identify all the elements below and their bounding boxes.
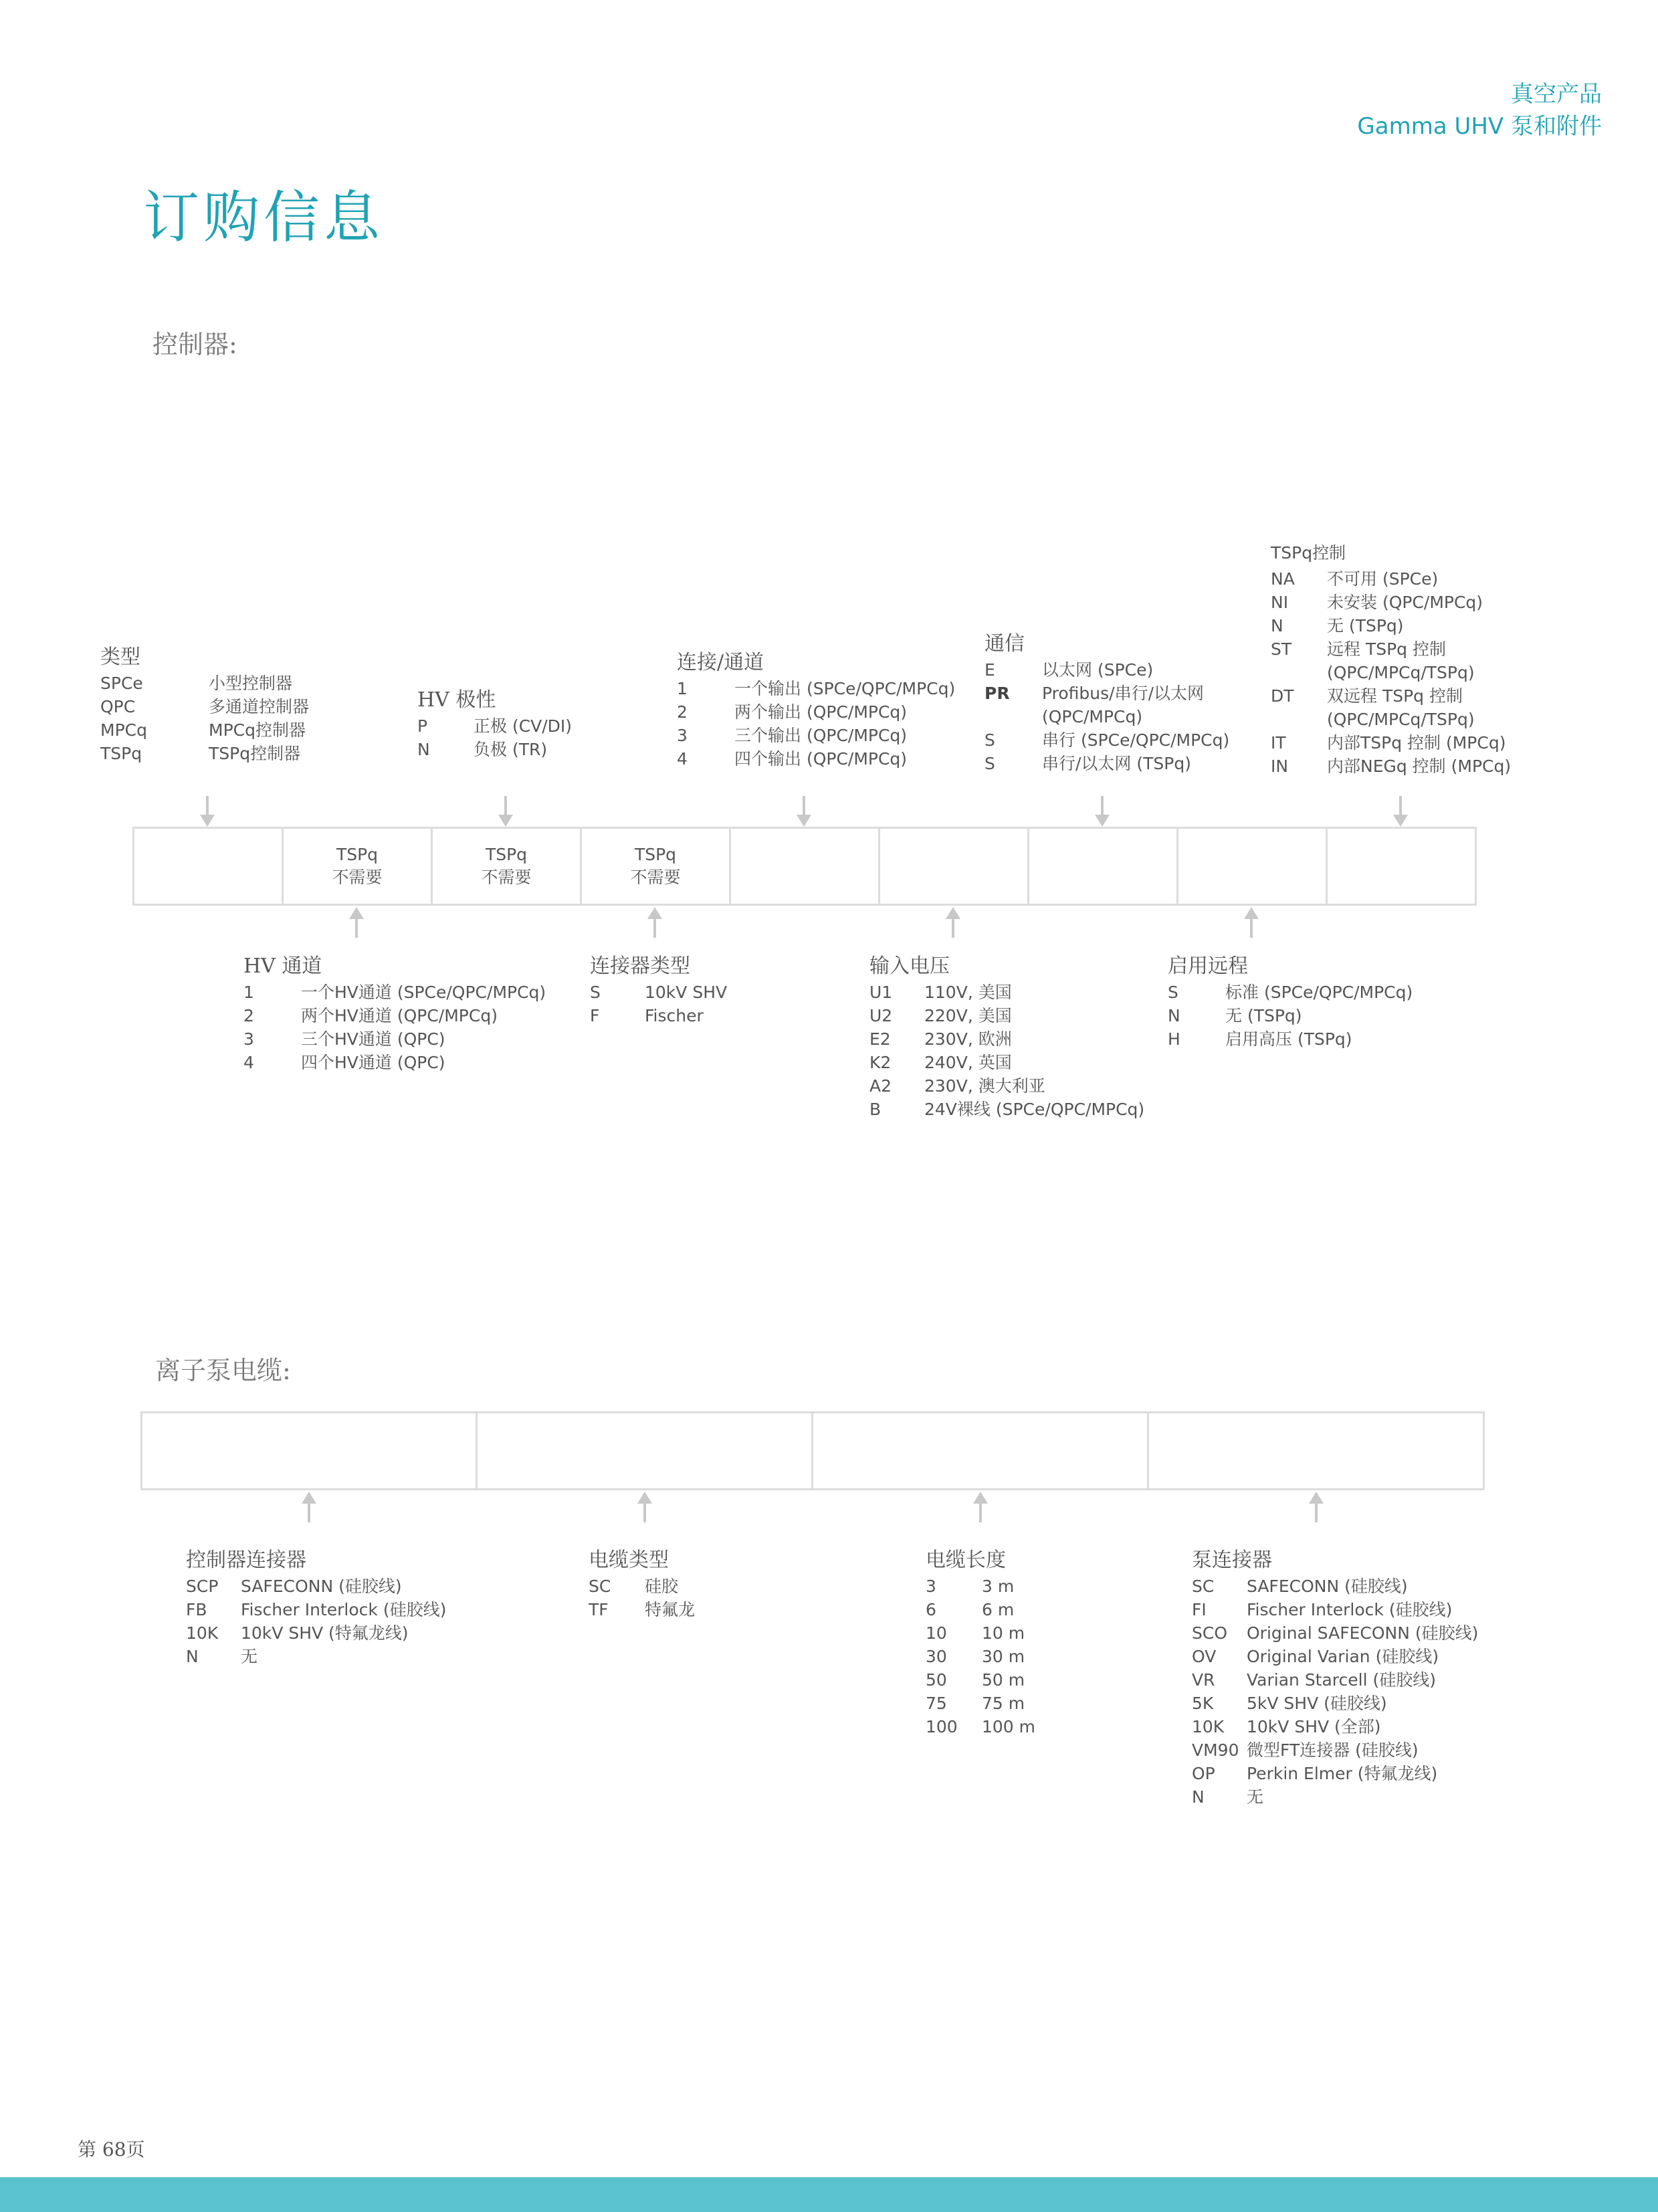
controller-connector-group <box>186 1548 446 1668</box>
option-row <box>590 1004 727 1027</box>
option-row <box>589 1598 695 1621</box>
option-description: (QPC/MPCq/TSPq) <box>1327 710 1475 729</box>
connector-type-rows <box>590 981 727 1027</box>
cable-type-title: 电缆类型 <box>589 1548 669 1572</box>
option-description: 三个HV通道 (QPC) <box>301 1029 445 1049</box>
option-code: N <box>1192 1787 1205 1807</box>
part-number-box <box>132 827 284 906</box>
option-code: H <box>1168 1029 1180 1049</box>
option-row <box>869 1098 1144 1121</box>
part-number-box <box>433 827 582 906</box>
box-line-1: TSPq <box>485 845 528 864</box>
option-description: 5kV SHV (硅胶线) <box>1247 1694 1387 1713</box>
option-description: 30 m <box>982 1647 1025 1666</box>
option-description: 启用高压 (TSPq) <box>1225 1029 1352 1049</box>
pump-connector-rows <box>1192 1575 1478 1809</box>
part-number-box <box>1029 827 1178 906</box>
option-code: OV <box>1192 1647 1217 1666</box>
option-code: NA <box>1271 569 1295 589</box>
option-description: 两个输出 (QPC/MPCq) <box>734 702 908 722</box>
option-description: (QPC/MPCq) <box>1042 707 1143 726</box>
option-row <box>985 752 1229 775</box>
option-code: QPC <box>100 697 136 716</box>
option-row <box>677 677 955 700</box>
option-row <box>1192 1762 1478 1785</box>
option-code: DT <box>1271 686 1294 706</box>
option-row <box>869 1004 1144 1027</box>
tspq-control-title: TSPq控制 <box>1271 543 1346 563</box>
option-code: PR <box>985 684 1010 703</box>
option-description: 未安装 (QPC/MPCq) <box>1327 593 1483 612</box>
box-line-2: 不需要 <box>481 868 532 887</box>
option-row <box>869 1027 1144 1051</box>
cable-length-title: 电缆长度 <box>926 1548 1006 1572</box>
input-voltage-group <box>869 954 1144 1121</box>
option-row <box>985 658 1229 682</box>
option-code: SCO <box>1192 1623 1228 1643</box>
communication-title: 通信 <box>985 632 1025 656</box>
option-code: 75 <box>926 1694 947 1713</box>
part-number-box <box>880 827 1029 906</box>
option-row <box>926 1645 1035 1668</box>
page-number: 第 68页 <box>78 2138 145 2160</box>
option-row <box>186 1621 446 1645</box>
option-row <box>243 1004 546 1027</box>
option-description: TSPq控制器 <box>209 744 301 763</box>
cable-type-rows <box>589 1575 695 1621</box>
option-code: U2 <box>869 1006 893 1025</box>
option-description: 小型控制器 <box>209 674 293 693</box>
option-code: 30 <box>926 1647 947 1666</box>
option-description: SAFECONN (硅胶线) <box>241 1577 402 1596</box>
option-description: 多通道控制器 <box>209 697 310 716</box>
option-description: 一个HV通道 (SPCe/QPC/MPCq) <box>301 983 546 1002</box>
option-row <box>926 1668 1035 1692</box>
option-row <box>1192 1575 1478 1598</box>
option-row <box>100 672 309 695</box>
input-voltage-title: 输入电压 <box>869 954 950 978</box>
option-code: 6 <box>926 1600 936 1619</box>
option-code: U1 <box>869 983 893 1002</box>
communication-rows <box>985 658 1229 775</box>
option-description: 特氟龙 <box>645 1600 696 1619</box>
enable-remote-rows <box>1168 981 1413 1051</box>
option-description: Original SAFECONN (硅胶线) <box>1247 1623 1479 1643</box>
option-description: 10 m <box>982 1623 1025 1643</box>
option-description: Varian Starcell (硅胶线) <box>1247 1670 1437 1690</box>
option-description: 无 (TSPq) <box>1327 616 1404 635</box>
cable-part-number-box <box>140 1411 478 1490</box>
type-rows <box>100 672 309 765</box>
option-code: VR <box>1192 1670 1215 1690</box>
option-row <box>417 714 572 738</box>
option-description: (QPC/MPCq/TSPq) <box>1327 663 1475 682</box>
option-description: 24V裸线 (SPCe/QPC/MPCq) <box>924 1100 1145 1119</box>
option-description: 10kV SHV <box>645 983 728 1002</box>
box-line-1: TSPq <box>634 845 677 864</box>
option-row <box>926 1715 1035 1738</box>
option-code: MPCq <box>100 720 147 740</box>
option-code: F <box>590 1006 600 1025</box>
option-code: N <box>186 1647 199 1666</box>
option-row <box>1271 684 1511 708</box>
option-row <box>589 1575 695 1598</box>
option-row <box>1271 614 1511 637</box>
option-row <box>1271 731 1511 755</box>
option-description: 一个输出 (SPCe/QPC/MPCq) <box>734 679 956 698</box>
option-row <box>985 705 1229 728</box>
option-code: 2 <box>243 1006 254 1025</box>
option-row <box>1192 1645 1478 1668</box>
option-description: 四个HV通道 (QPC) <box>301 1053 445 1072</box>
cable-length-rows <box>926 1575 1035 1738</box>
hv-channel-group <box>243 954 546 1074</box>
option-row <box>100 718 309 742</box>
option-code: VM90 <box>1192 1740 1239 1760</box>
option-code: ST <box>1271 639 1292 659</box>
box-line-1: TSPq <box>336 845 379 864</box>
option-code: E2 <box>869 1029 891 1049</box>
part-number-box <box>284 827 433 906</box>
option-code: 5K <box>1192 1694 1214 1713</box>
option-description: 标准 (SPCe/QPC/MPCq) <box>1225 983 1413 1002</box>
cable-type-group <box>589 1548 695 1621</box>
option-row <box>1192 1598 1478 1621</box>
option-description: 远程 TSPq 控制 <box>1327 639 1446 659</box>
hv-channel-title: HV 通道 <box>243 954 322 978</box>
option-row <box>100 695 309 718</box>
option-row <box>243 1027 546 1051</box>
pump-connector-title: 泵连接器 <box>1192 1548 1272 1572</box>
connection-group <box>677 650 955 771</box>
option-row <box>677 700 955 724</box>
option-row <box>926 1621 1035 1645</box>
header-subcategory: Gamma UHV 泵和附件 <box>1357 113 1602 140</box>
option-code: OP <box>1192 1764 1215 1783</box>
option-description: Original Varian (硅胶线) <box>1247 1647 1439 1666</box>
input-voltage-rows <box>869 981 1144 1121</box>
option-description: 硅胶 <box>645 1577 679 1596</box>
option-description: 负极 (TR) <box>474 740 548 759</box>
option-description: 三个输出 (QPC/MPCq) <box>734 726 908 745</box>
option-code: 10 <box>926 1623 947 1643</box>
option-code: 3 <box>677 726 688 745</box>
footer-bar <box>0 2177 1658 2212</box>
option-code: S <box>985 754 995 773</box>
option-row <box>926 1598 1035 1621</box>
option-row <box>1271 661 1511 684</box>
cable-part-number-box <box>478 1411 813 1490</box>
option-code: S <box>590 983 601 1002</box>
option-code: B <box>869 1100 882 1119</box>
option-code: N <box>1168 1006 1180 1025</box>
option-code: IT <box>1271 733 1286 752</box>
option-row <box>1192 1715 1478 1738</box>
option-code: 10K <box>1192 1717 1225 1736</box>
option-row <box>1271 755 1511 778</box>
cable-part-number-box <box>813 1411 1149 1490</box>
hv-polarity-group <box>417 688 572 761</box>
option-row <box>1192 1738 1478 1762</box>
option-row <box>926 1575 1035 1598</box>
option-description: 正极 (CV/DI) <box>474 716 573 736</box>
option-description: 6 m <box>982 1600 1015 1619</box>
option-description: 75 m <box>982 1694 1025 1713</box>
option-description: 240V, 英国 <box>924 1053 1012 1072</box>
pump-connector-group <box>1192 1548 1478 1809</box>
option-code: N <box>417 740 430 759</box>
option-code: S <box>1168 983 1178 1002</box>
option-description: 串行 (SPCe/QPC/MPCq) <box>1042 730 1230 750</box>
header-category: 真空产品 <box>1511 81 1602 108</box>
part-number-box <box>1178 827 1328 906</box>
tspq-control-rows <box>1271 567 1511 778</box>
connector-type-group <box>590 954 727 1027</box>
option-row <box>985 728 1229 752</box>
tspq-control-group <box>1271 540 1511 778</box>
option-row <box>1192 1668 1478 1692</box>
option-row <box>1192 1785 1478 1809</box>
page-title: 订购信息 <box>143 185 385 250</box>
option-row <box>100 742 309 765</box>
option-code: FI <box>1192 1600 1207 1619</box>
controller-connector-title: 控制器连接器 <box>186 1548 306 1572</box>
connection-title: 连接/通道 <box>677 651 764 674</box>
connection-rows <box>677 677 955 771</box>
cable-section-label: 离子泵电缆: <box>155 1356 291 1385</box>
option-row <box>186 1645 446 1668</box>
option-description: Fischer Interlock (硅胶线) <box>1247 1600 1453 1619</box>
option-description: 230V, 欧洲 <box>924 1029 1012 1049</box>
option-code: N <box>1271 616 1283 635</box>
option-row <box>1271 637 1511 661</box>
option-description: MPCq控制器 <box>209 720 306 740</box>
option-row <box>1168 981 1413 1004</box>
part-number-box <box>582 827 731 906</box>
controller-connector-rows <box>186 1575 446 1668</box>
option-row <box>1168 1027 1413 1051</box>
box-line-2: 不需要 <box>332 868 383 887</box>
cable-part-number-boxes <box>140 1411 1485 1490</box>
option-row <box>1271 708 1511 731</box>
option-description: 微型FT连接器 (硅胶线) <box>1247 1740 1419 1760</box>
option-code: SC <box>589 1577 611 1596</box>
option-row <box>1271 567 1511 591</box>
option-description: 无 (TSPq) <box>1225 1006 1302 1025</box>
option-description: 不可用 (SPCe) <box>1327 569 1439 589</box>
option-description: Profibus/串行/以太网 <box>1042 684 1204 703</box>
box-line-2: 不需要 <box>630 868 681 887</box>
option-description: 220V, 美国 <box>924 1006 1012 1025</box>
option-description: SAFECONN (硅胶线) <box>1247 1577 1408 1596</box>
option-description: 3 m <box>982 1577 1015 1596</box>
option-code: A2 <box>869 1076 892 1096</box>
option-description: 以太网 (SPCe) <box>1042 660 1154 680</box>
enable-remote-group <box>1168 954 1413 1051</box>
option-row <box>677 747 955 771</box>
connector-type-title: 连接器类型 <box>590 954 690 978</box>
option-description: 双远程 TSPq 控制 <box>1327 686 1463 706</box>
option-description: 内部TSPq 控制 (MPCq) <box>1327 733 1506 752</box>
communication-group <box>985 631 1229 775</box>
option-code: 4 <box>243 1053 254 1072</box>
option-row <box>869 1051 1144 1074</box>
enable-remote-title: 启用远程 <box>1168 954 1248 978</box>
option-row <box>186 1575 446 1598</box>
option-description: 无 <box>241 1647 258 1666</box>
option-code: SC <box>1192 1577 1215 1596</box>
option-description: 50 m <box>982 1670 1025 1690</box>
option-code: 50 <box>926 1670 947 1690</box>
option-code: SPCe <box>100 674 143 693</box>
option-row <box>243 981 546 1004</box>
cable-length-group <box>926 1548 1035 1738</box>
hv-polarity-title: HV 极性 <box>417 688 496 712</box>
option-code: SCP <box>186 1577 219 1596</box>
option-description: Fischer Interlock (硅胶线) <box>241 1600 447 1619</box>
option-description: 110V, 美国 <box>924 983 1012 1002</box>
option-code: NI <box>1271 593 1289 612</box>
option-code: IN <box>1271 757 1289 776</box>
option-description: 10kV SHV (全部) <box>1247 1717 1381 1736</box>
option-row <box>677 724 955 747</box>
option-row <box>869 981 1144 1004</box>
type-group <box>100 645 309 765</box>
hv-polarity-rows <box>417 714 572 761</box>
option-description: 四个输出 (QPC/MPCq) <box>734 749 908 769</box>
option-code: 100 <box>926 1717 958 1736</box>
option-code: 3 <box>243 1029 254 1049</box>
option-row <box>186 1598 446 1621</box>
controller-section-label: 控制器: <box>152 330 237 359</box>
option-row <box>590 981 727 1004</box>
option-row <box>869 1074 1144 1098</box>
option-code: TSPq <box>100 744 142 763</box>
option-row <box>926 1692 1035 1715</box>
option-description: 两个HV通道 (QPC/MPCq) <box>301 1006 498 1025</box>
option-description: 100 m <box>982 1717 1036 1736</box>
option-row <box>1271 591 1511 614</box>
option-code: P <box>417 716 428 736</box>
option-description: 内部NEGq 控制 (MPCq) <box>1327 757 1512 776</box>
option-description: 串行/以太网 (TSPq) <box>1042 754 1191 773</box>
option-code: K2 <box>869 1053 892 1072</box>
hv-channel-rows <box>243 981 546 1074</box>
controller-part-number-boxes <box>132 827 1477 906</box>
part-number-box <box>731 827 880 906</box>
option-code: 3 <box>926 1577 936 1596</box>
option-code: S <box>985 730 995 750</box>
option-row <box>417 738 572 761</box>
option-code: 1 <box>243 983 254 1002</box>
option-row <box>1192 1621 1478 1645</box>
type-title: 类型 <box>100 645 140 669</box>
option-description: 230V, 澳大利亚 <box>924 1076 1045 1096</box>
option-description: 10kV SHV (特氟龙线) <box>241 1623 409 1643</box>
part-number-box <box>1328 827 1477 906</box>
option-code: TF <box>589 1600 609 1619</box>
option-row <box>1192 1692 1478 1715</box>
option-code: 1 <box>677 679 688 698</box>
option-code: 2 <box>677 702 688 722</box>
option-row <box>985 682 1229 705</box>
option-description: Fischer <box>645 1006 704 1025</box>
option-description: Perkin Elmer (特氟龙线) <box>1247 1764 1438 1783</box>
option-row <box>1168 1004 1413 1027</box>
option-description: 无 <box>1247 1787 1264 1807</box>
cable-part-number-box <box>1149 1411 1485 1490</box>
option-row <box>243 1051 546 1074</box>
option-code: E <box>985 660 995 680</box>
option-code: FB <box>186 1600 207 1619</box>
option-code: 4 <box>677 749 688 769</box>
option-code: 10K <box>186 1623 219 1643</box>
